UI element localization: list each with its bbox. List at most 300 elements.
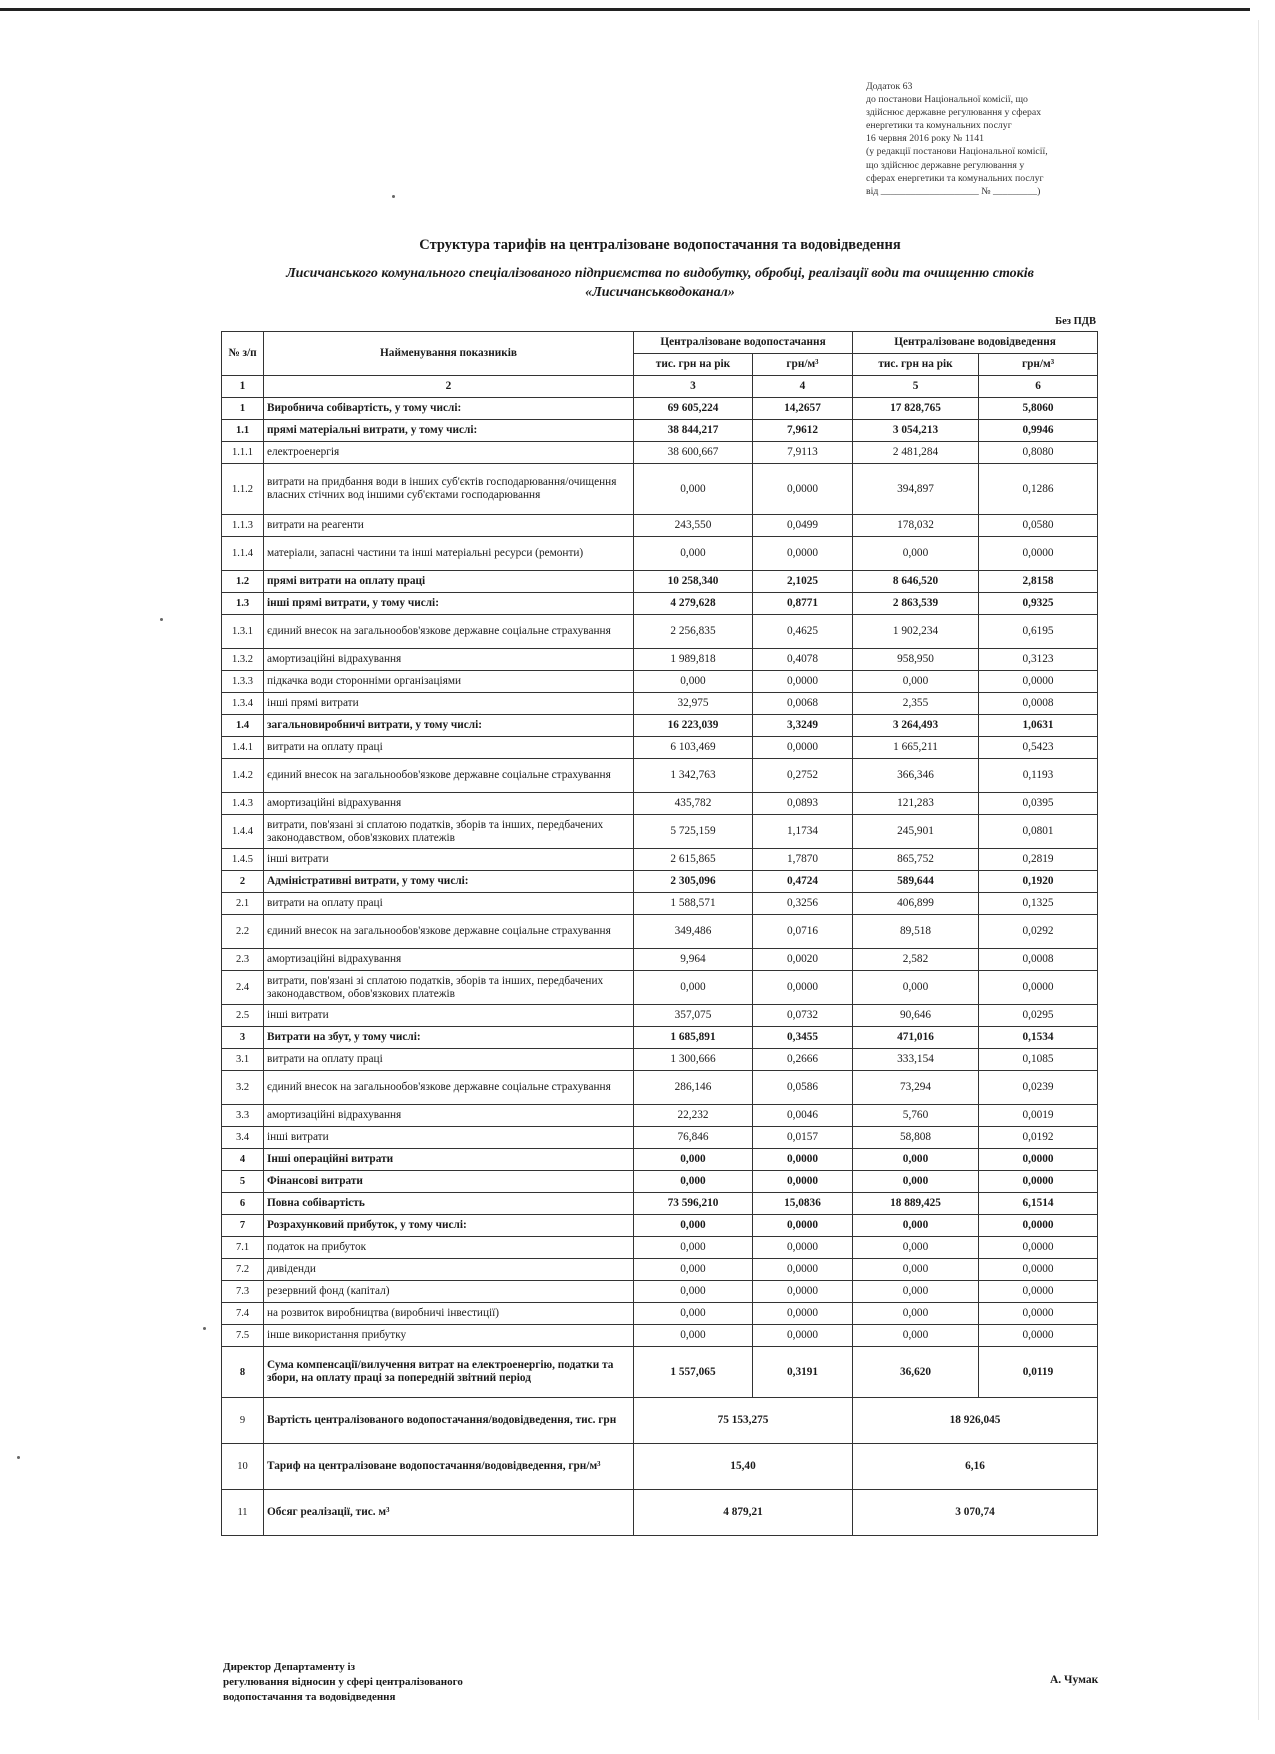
table-row (222, 398, 1098, 420)
water-supply-per-m3: 0,3256 (753, 893, 853, 915)
table-row (222, 1105, 1098, 1127)
row-number: 7.3 (222, 1281, 264, 1303)
drainage-total: 406,899 (853, 893, 979, 915)
scan-speck (160, 618, 163, 621)
drainage-value: 6,16 (853, 1444, 1098, 1490)
annex-line: енергетики та комунальних послуг (866, 120, 1012, 132)
drainage-total: 3 054,213 (853, 420, 979, 442)
row-name: витрати на придбання води в інших суб'єктів господарювання/очищення власних стічних вод іншими суб'єктами господарювання (264, 464, 634, 515)
water-supply-per-m3: 0,0157 (753, 1127, 853, 1149)
drainage-total: 0,000 (853, 971, 979, 1005)
drainage-per-m3: 0,0239 (979, 1071, 1098, 1105)
water-supply-total: 0,000 (634, 1215, 753, 1237)
drainage-per-m3: 0,0019 (979, 1105, 1098, 1127)
row-name: амортизаційні відрахування (264, 1105, 634, 1127)
row-name: підкачка води сторонніми організаціями (264, 671, 634, 693)
drainage-value: 18 926,045 (853, 1398, 1098, 1444)
table-row (222, 715, 1098, 737)
row-number: 1.4.4 (222, 815, 264, 849)
row-number: 1.4.2 (222, 759, 264, 793)
row-name: витрати, пов'язані зі сплатою податків, зборів та інших, передбачених законодавством, обов'язкових платежів (264, 815, 634, 849)
row-name: Сума компенсації/вилучення витрат на електроенергію, податки та збори, на оплату праці за попередній звітний період (264, 1347, 634, 1398)
water-supply-value: 15,40 (634, 1444, 853, 1490)
water-supply-per-m3: 0,0000 (753, 1149, 853, 1171)
drainage-total: 0,000 (853, 671, 979, 693)
annex-note (866, 80, 1106, 198)
row-name: електроенергія (264, 442, 634, 464)
row-number: 1.4.5 (222, 849, 264, 871)
water-supply-total: 2 256,835 (634, 615, 753, 649)
row-name: Витрати на збут, у тому числі: (264, 1027, 634, 1049)
row-number: 5 (222, 1171, 264, 1193)
row-number: 1.4.3 (222, 793, 264, 815)
drainage-total: 0,000 (853, 1259, 979, 1281)
table-row (222, 1005, 1098, 1027)
drainage-total: 3 264,493 (853, 715, 979, 737)
drainage-value: 3 070,74 (853, 1490, 1098, 1536)
row-name: єдиний внесок на загальнообов'язкове державне соціальне страхування (264, 915, 634, 949)
water-supply-total: 73 596,210 (634, 1193, 753, 1215)
drainage-total: 0,000 (853, 537, 979, 571)
row-name: Адміністративні витрати, у тому числі: (264, 871, 634, 893)
table-row (222, 737, 1098, 759)
table-row (222, 1171, 1098, 1193)
water-supply-per-m3: 0,0000 (753, 1325, 853, 1347)
table-row (222, 464, 1098, 515)
drainage-total: 73,294 (853, 1071, 979, 1105)
table-row (222, 1347, 1098, 1398)
water-supply-per-m3: 7,9113 (753, 442, 853, 464)
water-supply-total: 38 600,667 (634, 442, 753, 464)
table-row (222, 793, 1098, 815)
row-name: Повна собівартість (264, 1193, 634, 1215)
column-number: 6 (979, 376, 1098, 398)
water-supply-total: 1 685,891 (634, 1027, 753, 1049)
water-supply-per-m3: 0,2666 (753, 1049, 853, 1071)
water-supply-per-m3: 0,0000 (753, 1237, 853, 1259)
row-name: податок на прибуток (264, 1237, 634, 1259)
row-name: резервний фонд (капітал) (264, 1281, 634, 1303)
annex-line: здійснює державне регулювання у сферах (866, 107, 1042, 119)
tariff-structure-table (221, 331, 1098, 1536)
row-number: 7.5 (222, 1325, 264, 1347)
row-name: амортизаційні відрахування (264, 793, 634, 815)
water-supply-per-m3: 7,9612 (753, 420, 853, 442)
drainage-per-m3: 0,0000 (979, 971, 1098, 1005)
document-subtitle: Лисичанського комунального спеціалізованого підприємства по видобутку, обробці, реалізації води та очищенню стоків «Лисичанськводоканал» (286, 266, 1034, 300)
summary-body (222, 1398, 1098, 1536)
table-row (222, 1215, 1098, 1237)
drainage-per-m3: 0,0000 (979, 1149, 1098, 1171)
column-number: 2 (264, 376, 634, 398)
row-number: 3.1 (222, 1049, 264, 1071)
row-name: єдиний внесок на загальнообов'язкове державне соціальне страхування (264, 615, 634, 649)
table-row (222, 1027, 1098, 1049)
water-supply-per-m3: 0,0000 (753, 671, 853, 693)
water-supply-total: 0,000 (634, 1171, 753, 1193)
water-supply-total: 76,846 (634, 1127, 753, 1149)
drainage-total: 2,582 (853, 949, 979, 971)
row-number: 1.3.1 (222, 615, 264, 649)
drainage-per-m3: 0,1920 (979, 871, 1098, 893)
row-number: 1.3.3 (222, 671, 264, 693)
drainage-total: 471,016 (853, 1027, 979, 1049)
row-number: 4 (222, 1149, 264, 1171)
water-supply-per-m3: 0,0586 (753, 1071, 853, 1105)
drainage-per-m3: 0,2819 (979, 849, 1098, 871)
annex-line: що здійснює державне регулювання у (866, 159, 1025, 171)
row-number: 1.1 (222, 420, 264, 442)
row-number: 2.2 (222, 915, 264, 949)
row-number: 2.5 (222, 1005, 264, 1027)
drainage-total: 2 863,539 (853, 593, 979, 615)
drainage-total: 90,646 (853, 1005, 979, 1027)
water-supply-total: 1 557,065 (634, 1347, 753, 1398)
row-name: витрати на оплату праці (264, 1049, 634, 1071)
drainage-per-m3: 0,0395 (979, 793, 1098, 815)
table-row (222, 593, 1098, 615)
water-supply-per-m3: 0,0000 (753, 971, 853, 1005)
row-number: 7.4 (222, 1303, 264, 1325)
summary-row (222, 1444, 1098, 1490)
drainage-per-m3: 0,0295 (979, 1005, 1098, 1027)
header-name: Найменування показників (264, 332, 634, 376)
water-supply-total: 38 844,217 (634, 420, 753, 442)
water-supply-total: 0,000 (634, 1149, 753, 1171)
signer-name: А. Чумак (1050, 1674, 1099, 1686)
drainage-per-m3: 1,0631 (979, 715, 1098, 737)
drainage-per-m3: 0,0000 (979, 1171, 1098, 1193)
water-supply-total: 2 615,865 (634, 849, 753, 871)
drainage-per-m3: 0,3123 (979, 649, 1098, 671)
drainage-total: 8 646,520 (853, 571, 979, 593)
drainage-per-m3: 0,0000 (979, 1281, 1098, 1303)
row-name: Обсяг реалізації, тис. м³ (264, 1490, 634, 1536)
water-supply-total: 357,075 (634, 1005, 753, 1027)
water-supply-total: 1 588,571 (634, 893, 753, 915)
water-supply-per-m3: 1,1734 (753, 815, 853, 849)
water-supply-per-m3: 0,4724 (753, 871, 853, 893)
row-number: 1.1.4 (222, 537, 264, 571)
water-supply-total: 5 725,159 (634, 815, 753, 849)
table-row (222, 759, 1098, 793)
water-supply-total: 32,975 (634, 693, 753, 715)
water-supply-per-m3: 0,0046 (753, 1105, 853, 1127)
water-supply-per-m3: 0,3191 (753, 1347, 853, 1398)
water-supply-per-m3: 0,0020 (753, 949, 853, 971)
drainage-total: 0,000 (853, 1215, 979, 1237)
water-supply-total: 0,000 (634, 464, 753, 515)
drainage-total: 865,752 (853, 849, 979, 871)
water-supply-per-m3: 0,0000 (753, 537, 853, 571)
scan-speck (203, 1327, 206, 1330)
water-supply-total: 0,000 (634, 1259, 753, 1281)
water-supply-per-m3: 0,3455 (753, 1027, 853, 1049)
column-number: 5 (853, 376, 979, 398)
document-title: Структура тарифів на централізоване водопостачання та водовідведення (419, 237, 901, 253)
row-name: інше використання прибутку (264, 1325, 634, 1347)
drainage-per-m3: 0,8080 (979, 442, 1098, 464)
row-number: 7.1 (222, 1237, 264, 1259)
row-name: матеріали, запасні частини та інші матеріальні ресурси (ремонти) (264, 537, 634, 571)
table-row (222, 420, 1098, 442)
row-name: інші витрати (264, 1127, 634, 1149)
water-supply-total: 0,000 (634, 1237, 753, 1259)
row-number: 1.4 (222, 715, 264, 737)
row-name: єдиний внесок на загальнообов'язкове державне соціальне страхування (264, 759, 634, 793)
drainage-per-m3: 0,0000 (979, 671, 1098, 693)
footer-line: Директор Департаменту із (223, 1661, 355, 1673)
row-name: загальновиробничі витрати, у тому числі: (264, 715, 634, 737)
row-name: витрати, пов'язані зі сплатою податків, зборів та інших, передбачених законодавством, обов'язкових платежів (264, 971, 634, 1005)
water-supply-total: 2 305,096 (634, 871, 753, 893)
row-name: інші витрати (264, 1005, 634, 1027)
drainage-total: 333,154 (853, 1049, 979, 1071)
water-supply-per-m3: 0,8771 (753, 593, 853, 615)
table-row (222, 815, 1098, 849)
water-supply-per-m3: 1,7870 (753, 849, 853, 871)
header-unit-thousand: тис. грн на рік (634, 354, 753, 376)
column-number: 1 (222, 376, 264, 398)
row-number: 2.3 (222, 949, 264, 971)
water-supply-per-m3: 15,0836 (753, 1193, 853, 1215)
drainage-total: 0,000 (853, 1171, 979, 1193)
row-number: 3.4 (222, 1127, 264, 1149)
row-number: 3 (222, 1027, 264, 1049)
drainage-per-m3: 0,5423 (979, 737, 1098, 759)
drainage-total: 1 902,234 (853, 615, 979, 649)
table-body (222, 398, 1098, 1398)
table-row (222, 1237, 1098, 1259)
drainage-per-m3: 0,0000 (979, 537, 1098, 571)
drainage-total: 366,346 (853, 759, 979, 793)
water-supply-total: 6 103,469 (634, 737, 753, 759)
drainage-per-m3: 0,1286 (979, 464, 1098, 515)
water-supply-total: 349,486 (634, 915, 753, 949)
row-name: витрати на оплату праці (264, 893, 634, 915)
row-name: Фінансові витрати (264, 1171, 634, 1193)
table-row (222, 1281, 1098, 1303)
row-number: 7.2 (222, 1259, 264, 1281)
water-supply-per-m3: 0,0499 (753, 515, 853, 537)
drainage-total: 89,518 (853, 915, 979, 949)
table-row (222, 971, 1098, 1005)
row-number: 2 (222, 871, 264, 893)
water-supply-total: 10 258,340 (634, 571, 753, 593)
table-row (222, 537, 1098, 571)
drainage-per-m3: 0,0000 (979, 1237, 1098, 1259)
water-supply-per-m3: 14,2657 (753, 398, 853, 420)
drainage-per-m3: 0,1085 (979, 1049, 1098, 1071)
table-row (222, 515, 1098, 537)
drainage-per-m3: 0,9325 (979, 593, 1098, 615)
drainage-per-m3: 0,1193 (979, 759, 1098, 793)
water-supply-per-m3: 0,0732 (753, 1005, 853, 1027)
row-number: 3.2 (222, 1071, 264, 1105)
drainage-total: 2 481,284 (853, 442, 979, 464)
water-supply-total: 69 605,224 (634, 398, 753, 420)
vat-note: Без ПДВ (1055, 316, 1096, 327)
water-supply-per-m3: 2,1025 (753, 571, 853, 593)
water-supply-total: 435,782 (634, 793, 753, 815)
row-number: 1 (222, 398, 264, 420)
footer-line: водопостачання та водовідведення (223, 1691, 396, 1703)
table-row (222, 1193, 1098, 1215)
footer-position (223, 1660, 463, 1705)
table-row (222, 1325, 1098, 1347)
row-name: Вартість централізованого водопостачання/водовідведення, тис. грн (264, 1398, 634, 1444)
water-supply-total: 1 989,818 (634, 649, 753, 671)
water-supply-total: 0,000 (634, 537, 753, 571)
water-supply-per-m3: 0,0000 (753, 737, 853, 759)
water-supply-total: 16 223,039 (634, 715, 753, 737)
row-number: 1.1.1 (222, 442, 264, 464)
annex-line: від ____________________ № _________) (866, 185, 1041, 197)
water-supply-total: 0,000 (634, 1325, 753, 1347)
water-supply-per-m3: 0,0068 (753, 693, 853, 715)
annex-line: 16 червня 2016 року № 1141 (866, 133, 985, 145)
table-row (222, 671, 1098, 693)
row-number: 1.1.2 (222, 464, 264, 515)
row-number: 3.3 (222, 1105, 264, 1127)
row-name: прямі витрати на оплату праці (264, 571, 634, 593)
water-supply-total: 1 300,666 (634, 1049, 753, 1071)
drainage-per-m3: 0,0801 (979, 815, 1098, 849)
water-supply-per-m3: 0,4625 (753, 615, 853, 649)
water-supply-total: 22,232 (634, 1105, 753, 1127)
drainage-per-m3: 0,0008 (979, 949, 1098, 971)
water-supply-total: 0,000 (634, 1281, 753, 1303)
drainage-total: 0,000 (853, 1149, 979, 1171)
drainage-per-m3: 2,8158 (979, 571, 1098, 593)
water-supply-total: 243,550 (634, 515, 753, 537)
water-supply-per-m3: 0,0893 (753, 793, 853, 815)
annex-line: сферах енергетики та комунальних послуг (866, 172, 1044, 184)
drainage-per-m3: 0,0292 (979, 915, 1098, 949)
row-name: на розвиток виробництва (виробничі інвестиції) (264, 1303, 634, 1325)
table-row (222, 1303, 1098, 1325)
row-name: Тариф на централізоване водопостачання/водовідведення, грн/м³ (264, 1444, 634, 1490)
row-number: 2.1 (222, 893, 264, 915)
table-row (222, 1259, 1098, 1281)
row-number: 1.3 (222, 593, 264, 615)
row-name: єдиний внесок на загальнообов'язкове державне соціальне страхування (264, 1071, 634, 1105)
table-row (222, 849, 1098, 871)
table-row (222, 649, 1098, 671)
drainage-per-m3: 0,1325 (979, 893, 1098, 915)
drainage-total: 121,283 (853, 793, 979, 815)
scan-speck (17, 1456, 20, 1459)
drainage-total: 178,032 (853, 515, 979, 537)
row-name: прямі матеріальні витрати, у тому числі: (264, 420, 634, 442)
drainage-per-m3: 0,0000 (979, 1325, 1098, 1347)
table-row (222, 871, 1098, 893)
drainage-per-m3: 5,8060 (979, 398, 1098, 420)
table-row (222, 949, 1098, 971)
water-supply-per-m3: 0,2752 (753, 759, 853, 793)
drainage-per-m3: 0,0580 (979, 515, 1098, 537)
drainage-per-m3: 0,6195 (979, 615, 1098, 649)
water-supply-per-m3: 0,0000 (753, 1259, 853, 1281)
drainage-per-m3: 0,9946 (979, 420, 1098, 442)
annex-line: (у редакції постанови Національної комісії, (866, 146, 1048, 158)
column-number: 3 (634, 376, 753, 398)
water-supply-per-m3: 0,0000 (753, 464, 853, 515)
row-number: 2.4 (222, 971, 264, 1005)
drainage-total: 5,760 (853, 1105, 979, 1127)
row-name: амортизаційні відрахування (264, 649, 634, 671)
header-unit-per-m3: грн/м³ (979, 354, 1098, 376)
header-water-supply: Централізоване водопостачання (634, 332, 853, 354)
row-name: інші витрати (264, 849, 634, 871)
water-supply-total: 1 342,763 (634, 759, 753, 793)
table-row (222, 1071, 1098, 1105)
drainage-total: 36,620 (853, 1347, 979, 1398)
water-supply-per-m3: 0,0716 (753, 915, 853, 949)
drainage-per-m3: 0,0000 (979, 1259, 1098, 1281)
drainage-total: 58,808 (853, 1127, 979, 1149)
row-number: 9 (222, 1398, 264, 1444)
water-supply-total: 286,146 (634, 1071, 753, 1105)
row-number: 8 (222, 1347, 264, 1398)
drainage-per-m3: 0,0000 (979, 1303, 1098, 1325)
drainage-total: 2,355 (853, 693, 979, 715)
row-number: 6 (222, 1193, 264, 1215)
column-number: 4 (753, 376, 853, 398)
table-row (222, 1127, 1098, 1149)
row-name: витрати на реагенти (264, 515, 634, 537)
annex-line: Додаток 63 (866, 81, 913, 92)
water-supply-total: 4 279,628 (634, 593, 753, 615)
scan-edge-top (0, 8, 1250, 11)
water-supply-total: 9,964 (634, 949, 753, 971)
header-drainage: Централізоване водовідведення (853, 332, 1098, 354)
row-name: Виробнича собівартість, у тому числі: (264, 398, 634, 420)
row-number: 11 (222, 1490, 264, 1536)
drainage-total: 1 665,211 (853, 737, 979, 759)
drainage-per-m3: 0,0008 (979, 693, 1098, 715)
summary-row (222, 1398, 1098, 1444)
scan-edge-right (1258, 20, 1259, 1720)
drainage-per-m3: 0,0192 (979, 1127, 1098, 1149)
row-number: 1.3.4 (222, 693, 264, 715)
water-supply-total: 0,000 (634, 671, 753, 693)
drainage-total: 0,000 (853, 1281, 979, 1303)
row-number: 1.4.1 (222, 737, 264, 759)
water-supply-value: 4 879,21 (634, 1490, 853, 1536)
drainage-total: 0,000 (853, 1303, 979, 1325)
row-name: амортизаційні відрахування (264, 949, 634, 971)
water-supply-per-m3: 3,3249 (753, 715, 853, 737)
drainage-per-m3: 0,0000 (979, 1215, 1098, 1237)
drainage-total: 958,950 (853, 649, 979, 671)
row-name: дивіденди (264, 1259, 634, 1281)
header-unit-per-m3: грн/м³ (753, 354, 853, 376)
table-row (222, 615, 1098, 649)
drainage-total: 245,901 (853, 815, 979, 849)
drainage-per-m3: 0,0119 (979, 1347, 1098, 1398)
table-row (222, 915, 1098, 949)
drainage-per-m3: 0,1534 (979, 1027, 1098, 1049)
water-supply-per-m3: 0,0000 (753, 1281, 853, 1303)
drainage-total: 394,897 (853, 464, 979, 515)
row-name: інші прямі витрати, у тому числі: (264, 593, 634, 615)
row-number: 7 (222, 1215, 264, 1237)
water-supply-per-m3: 0,4078 (753, 649, 853, 671)
summary-row (222, 1490, 1098, 1536)
row-number: 1.2 (222, 571, 264, 593)
row-number: 10 (222, 1444, 264, 1490)
